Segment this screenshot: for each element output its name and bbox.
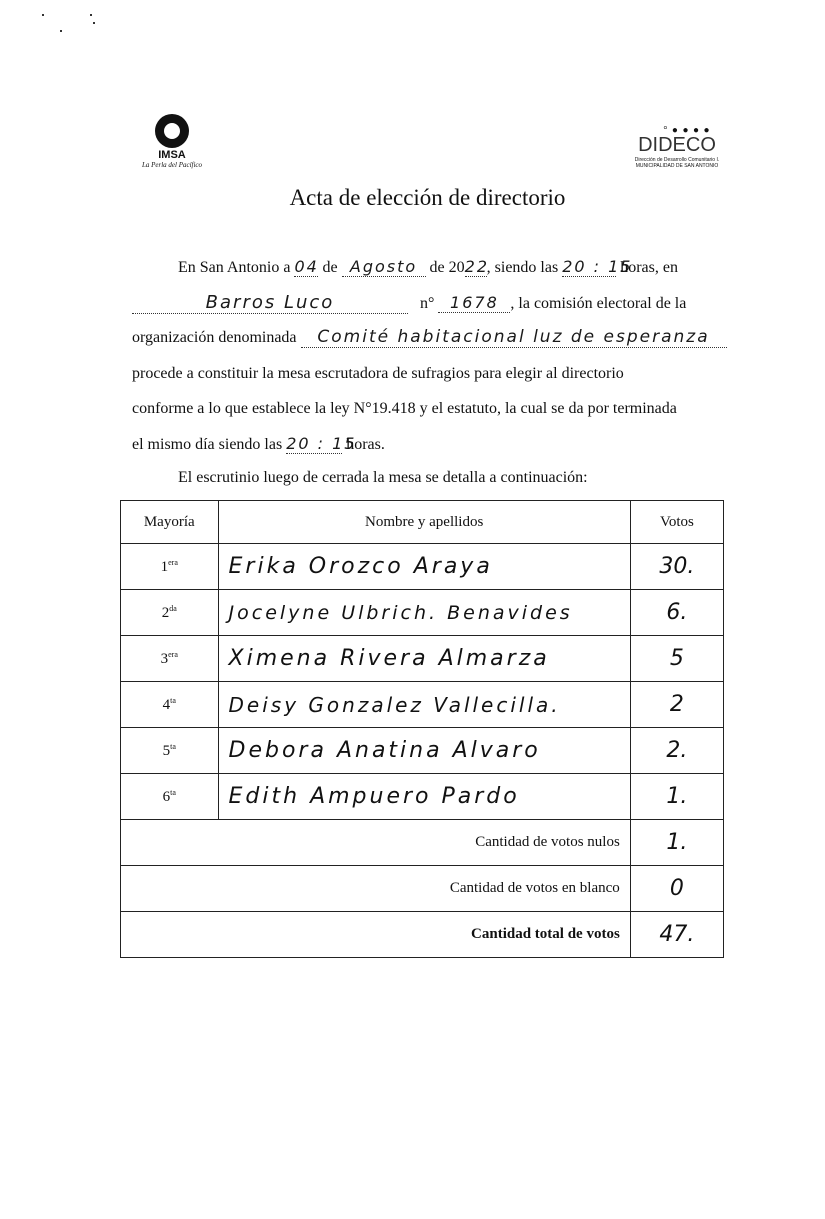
header-votes: Votos [630,501,723,544]
imsa-logo-name: IMSA [158,149,186,161]
candidate-name: Debora Anatina Alvaro [218,728,630,774]
end-time-field: 20 : 15 [286,434,357,453]
dideco-logo-subtitle: Dirección de Desarrollo Comunitario I. MUNICIPALIDAD DE SAN ANTONIO [634,157,720,169]
rank-cell: $2^{da}$ [121,590,219,636]
start-time-field: 20 : 15 [562,257,633,276]
text-fragment: , siendo las [486,259,559,276]
paragraph-line-7: El escrutinio luego de cerrada la mesa se detalla a continuación: [178,469,588,486]
year-field: 22 [464,257,490,276]
table-row [121,636,724,682]
rank-cell: $3^{era}$ [121,636,219,682]
vote-count: 2 [630,682,723,728]
rank-cell: $1^{era}$ [121,544,219,590]
dideco-dots-icon: ° ● ● ● ● [663,125,711,136]
blank-votes-label: Cantidad de votos en blanco [121,866,631,912]
paragraph-line-1 [178,257,678,277]
results-table [120,500,724,958]
organization-field: Comité habitacional luz de esperanza [301,327,727,348]
paragraph-line-5: conforme a lo que establece la ley N°19.418 y el estatuto, la cual se da por terminada [132,400,677,417]
rank-cell: $4^{ta}$ [121,682,219,728]
rank-cell: $5^{ta}$ [121,728,219,774]
table-row [121,544,724,590]
scan-speck [90,14,92,16]
blank-votes-count: 0 [630,866,723,912]
text-fragment: n° [420,295,435,312]
paragraph-line-4: procede a constituir la mesa escrutadora de sufragios para elegir al directorio [132,365,624,382]
paragraph-line-3 [132,327,727,348]
paragraph-line-6 [132,434,385,454]
imsa-emblem-icon [155,114,189,148]
paragraph-line-2 [132,292,686,314]
vote-count: 1. [630,774,723,820]
text-fragment: horas. [346,436,385,453]
dideco-logo [632,125,722,181]
null-votes-label: Cantidad de votos nulos [121,820,631,866]
text-fragment: de [322,259,338,276]
table-header-row [121,501,724,544]
total-votes-row [121,912,724,958]
dideco-logo-name: DIDECO [638,134,716,156]
table-row [121,682,724,728]
vote-count: 2. [630,728,723,774]
scan-speck [93,22,95,24]
candidate-name: Deisy Gonzalez Vallecilla. [218,682,630,728]
candidate-name: Jocelyne Ulbrich. Benavides [218,590,630,636]
vote-count: 6. [630,590,723,636]
null-votes-row [121,820,724,866]
scan-speck [42,14,44,16]
candidate-name: Erika Orozco Araya [218,544,630,590]
text-fragment: horas, en [620,259,678,276]
total-votes-label: Cantidad total de votos [121,912,631,958]
table-row [121,590,724,636]
day-field: 04 [294,257,319,276]
header-name: Nombre y apellidos [218,501,630,544]
table-row [121,774,724,820]
imsa-logo [132,108,212,178]
candidate-name: Ximena Rivera Almarza [218,636,630,682]
vote-count: 5 [630,636,723,682]
number-field: 1678 [438,293,510,313]
rank-cell: $6^{ta}$ [121,774,219,820]
street-field: Barros Luco [132,292,408,314]
null-votes-count: 1. [630,820,723,866]
text-fragment: el mismo día siendo las [132,436,283,453]
text-fragment: de 20 [429,259,465,276]
header-rank: Mayoría [121,501,219,544]
page-title: Acta de elección de directorio [289,185,566,210]
text-fragment: organización denominada [132,329,297,346]
text-fragment: , la comisión electoral de la [510,295,687,312]
candidate-name: Edith Ampuero Pardo [218,774,630,820]
text-fragment: En San Antonio a [178,259,291,276]
month-field: Agosto [342,257,426,277]
scan-speck [60,30,62,32]
blank-votes-row [121,866,724,912]
total-votes-count: 47. [630,912,723,958]
vote-count: 30. [630,544,723,590]
imsa-logo-tagline: La Perla del Pacífico [141,161,203,169]
table-row [121,728,724,774]
